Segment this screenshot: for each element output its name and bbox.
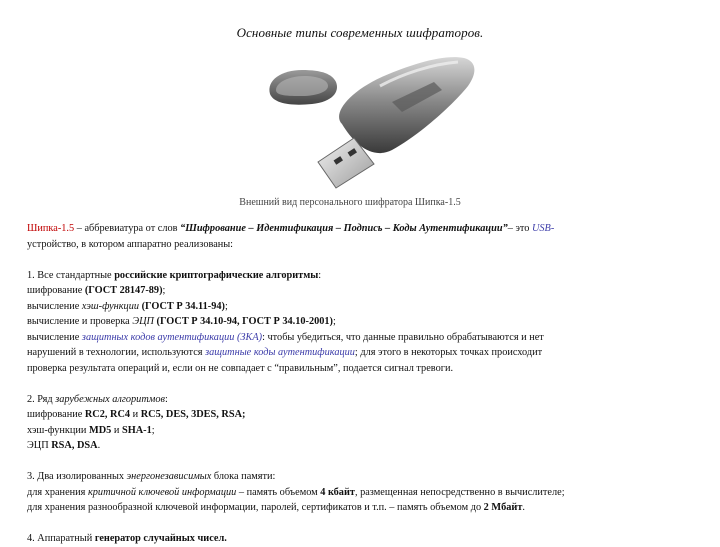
device-name: Шипка-1.5 (27, 223, 75, 234)
text: ; для этого в некоторых точках происходит (354, 347, 543, 358)
text: зарубежных алгоритмов (55, 393, 165, 405)
section-3-line (27, 485, 699, 501)
text: российские криптографические алгоритмы (114, 269, 319, 281)
text: RSA, DSA (51, 440, 98, 451)
text: SHA-1 (121, 424, 152, 436)
text: защитные коды аутентификации (205, 347, 355, 358)
text: : (318, 269, 322, 281)
text: 3. Два изолированных (27, 471, 127, 482)
section-4-heading (27, 531, 699, 547)
text: вычисление и проверка (27, 316, 133, 327)
text: и (130, 409, 141, 420)
section-1-line (27, 314, 699, 330)
text: . (522, 502, 525, 513)
text: ; (332, 316, 336, 327)
text: ; (224, 300, 228, 312)
section-1-line (27, 299, 699, 315)
section-2-line (27, 407, 699, 423)
section-2-line (27, 423, 699, 439)
text: для хранения разнообразной ключевой информации, паролей, сертификатов и т.п. – память объемом до (27, 502, 484, 513)
text: 2. Ряд (27, 393, 56, 405)
usb-cap (269, 70, 337, 105)
text: ЭЦП (27, 440, 52, 451)
text: . Аппаратный (32, 533, 95, 544)
text: . (97, 440, 101, 451)
text: и (111, 424, 122, 436)
text: MD5 (88, 424, 112, 436)
text: нарушений в технологии, используются (27, 347, 206, 358)
section-1-heading (27, 268, 699, 284)
document-body (27, 221, 699, 547)
text: хэш-функции (81, 300, 140, 312)
text: , размещенная непосредственно в вычислителе; (354, 486, 565, 498)
text: ЭЦП (132, 316, 154, 327)
section-3-line (27, 500, 699, 516)
abbreviation: “Шифрование – Идентификация – Подпись – Коды Аутентификации” (180, 223, 508, 234)
text: ; (151, 424, 155, 436)
text: RC5, DES, 3DES, RSA; (140, 409, 246, 420)
text: : (164, 393, 168, 405)
text: (ГОСТ 28147-89) (84, 285, 163, 296)
text: блока памяти: (211, 471, 276, 482)
text: (ГОСТ Р 34.11-94) (139, 300, 225, 312)
text: 4 (27, 533, 33, 544)
text: для хранения (27, 486, 88, 498)
text: генератор случайных чисел. (94, 533, 227, 544)
usb-term: USB- (531, 223, 555, 234)
text: (ГОСТ Р 34.10-94, ГОСТ Р 34.10-2001) (153, 316, 333, 327)
section-3-heading (27, 469, 699, 485)
text: – память объемом (236, 486, 321, 498)
section-1-line: проверка результата операций и, если он не совпадает с “правильным”, подается сигнал тревоги. (27, 362, 454, 374)
text: хэш-функции (27, 424, 89, 436)
text: – аббревиатура от слов (74, 223, 181, 234)
text: шифрование (27, 285, 85, 296)
section-1-line (27, 283, 699, 299)
text: : чтобы убедиться, что данные правильно обрабатываются и нет (262, 331, 544, 343)
text: вычисление (27, 331, 82, 343)
section-2-line (27, 438, 699, 454)
text: – это (507, 223, 532, 234)
intro-line-2: устройство, в котором аппаратно реализованы: (27, 238, 234, 250)
text: критичной ключевой информации (87, 486, 237, 498)
section-1-line (27, 345, 699, 361)
text: шифрование (27, 409, 85, 420)
text: энергонезависимых (126, 471, 212, 482)
usb-token-photo (262, 46, 482, 196)
usb-body (339, 57, 474, 153)
text: вычисление (27, 300, 82, 312)
text: 4 кбайт (320, 486, 355, 498)
page-title: Основные типы современных шифраторов. (236, 25, 484, 40)
image-caption: Внешний вид персонального шифратора Шипка-1.5 (239, 197, 461, 208)
text: 1. Все стандартные (27, 269, 115, 281)
text: ; (162, 285, 166, 296)
section-2-heading (27, 392, 699, 408)
section-1-line (27, 330, 699, 346)
intro-line-1 (27, 221, 699, 237)
text: защитных кодов аутентификации (ЗКА) (81, 331, 263, 343)
text: 2 Мбайт (483, 502, 523, 513)
text: RC2, RC4 (84, 409, 131, 420)
